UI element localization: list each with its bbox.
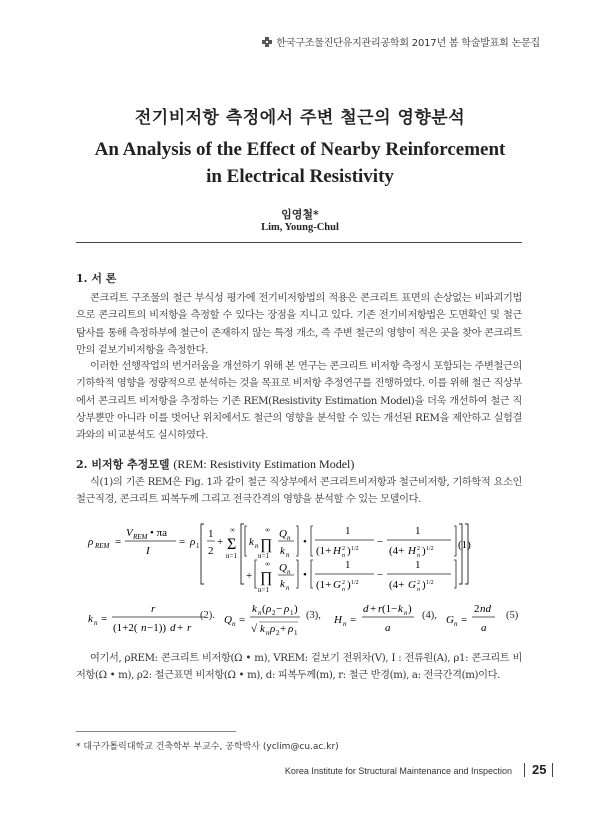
- section2-paragraph2: 여기서, ρREM: 콘크리트 비저항(Ω • m), VREM: 겉보기 전위차(V), I : 전류원(A), ρ1: 콘크리트 비저항(Ω • m), ρ2: 철근표면 비저항(Ω • m), d: 피복두께(m), r: 철근 반경(m), a: 전극간격(m)이다.: [76, 653, 522, 682]
- svg-text:(1+2(: (1+2(: [113, 622, 138, 634]
- svg-text:): ): [347, 579, 351, 591]
- svg-text:•: •: [303, 569, 307, 581]
- svg-text:1: 1: [345, 525, 351, 537]
- svg-text:d: d: [170, 622, 176, 634]
- svg-text:n: n: [287, 534, 291, 542]
- svg-text:−1)): −1)): [147, 622, 167, 634]
- svg-text:): ): [347, 545, 351, 557]
- svg-text:(1+: (1+: [316, 545, 332, 557]
- svg-text:=: =: [115, 536, 122, 548]
- svg-text:k: k: [88, 613, 93, 625]
- svg-text:I: I: [146, 545, 150, 557]
- svg-text:2: 2: [474, 603, 480, 615]
- svg-text:a: a: [385, 622, 391, 634]
- svg-text:n: n: [417, 553, 420, 559]
- svg-text:1: 1: [290, 609, 294, 617]
- svg-text:1: 1: [208, 528, 214, 540]
- svg-text:): ): [294, 603, 298, 615]
- footer-separator: [524, 763, 525, 777]
- svg-text:n=1: n=1: [258, 586, 269, 594]
- svg-text:n: n: [286, 551, 290, 559]
- equation-1-number: (1): [458, 539, 471, 551]
- equation-1: [84, 518, 524, 594]
- journal-name: 한국구조물진단유지관리공학회 2017년 봄 학술발표회 논문집: [276, 38, 540, 49]
- svg-text:=: =: [101, 613, 108, 625]
- svg-text:1/2: 1/2: [351, 546, 359, 552]
- svg-text:1: 1: [345, 559, 351, 571]
- svg-text:n=1: n=1: [258, 552, 269, 560]
- svg-text:k: k: [280, 545, 285, 557]
- svg-text:REM: REM: [95, 542, 110, 550]
- svg-text:• πa: • πa: [150, 527, 168, 539]
- svg-text:k: k: [249, 536, 254, 548]
- journal-logo-icon: [262, 37, 272, 47]
- section1-paragraph2: 이러한 선행작업의 번거러움을 개선하기 위해 본 연구는 콘크리트 비저항 측정시 포함되는 주변철근의 기하학적 영향을 정량적으로 분석하는 것을 목표로 비저항 추정연구를 진행하였다. 이를 위해 철근 직상부에서 콘크리트 비저항을 추정하는 기존 REM(Resistivity Estimation Model)을 더욱 개선하여 철근 직상부뿐만 아니라 이를 벗어난 위치에서도 철근의 영향을 분석할 수 있는 개선된 REM을 제안하고 실험결과와의 비교분석도 실시하였다.: [76, 361, 522, 442]
- footnote: * 대구가톨릭대학교 건축학부 부교수, 공학박사 (yclim@cu.ac.kr): [76, 742, 339, 752]
- section2-heading: [76, 456, 354, 472]
- svg-text:1: 1: [294, 629, 298, 637]
- svg-text:n: n: [404, 609, 408, 617]
- svg-text:2: 2: [276, 629, 280, 637]
- svg-text:r: r: [187, 622, 192, 634]
- title-korean: 전기비저항 측정에서 주변 철근의 영향분석: [134, 108, 466, 128]
- svg-text:n: n: [417, 587, 420, 593]
- svg-text:r: r: [378, 603, 383, 615]
- svg-text:H: H: [333, 545, 341, 557]
- svg-text:ρ: ρ: [288, 623, 294, 635]
- svg-text:∞: ∞: [265, 560, 270, 568]
- svg-text:Q: Q: [279, 562, 287, 574]
- svg-text:n: n: [286, 584, 290, 592]
- author-korean: 임영철*: [281, 208, 319, 221]
- journal-header: [262, 34, 540, 49]
- svg-text:1: 1: [415, 525, 421, 537]
- svg-text:n: n: [342, 587, 345, 593]
- title-divider: [76, 242, 522, 243]
- title-english-line1: An Analysis of the Effect of Nearby Reinforcement: [94, 139, 506, 160]
- svg-text:+: +: [280, 623, 287, 635]
- svg-text:1/2: 1/2: [426, 580, 434, 586]
- svg-text:(4+: (4+: [389, 545, 405, 557]
- svg-text:nd: nd: [480, 603, 491, 615]
- section1-paragraph1: 콘크리트 구조물의 철근 부식성 평가에 전기비저항법의 적용은 콘크리트 표면의 손상없는 비파괴기법으로 콘크리트의 비저항을 측정할 수 있다는 장점을 지니고 있다. 기존 전기비저항법은 도면확인 및 철근탐사를 통해 측정하부에 철근이 존재하지 않는 특정 개소, 즉 주변 철근의 영향이 적은 곳을 찾아 콘크리트만의 겉보기비저항을 측정한다.: [76, 293, 522, 356]
- section2-heading-ko: 2. 비저항 추정모델: [76, 458, 170, 471]
- svg-text:1/2: 1/2: [351, 580, 359, 586]
- svg-text:Σ: Σ: [227, 536, 237, 553]
- page-number: 25: [532, 762, 547, 777]
- svg-text:n: n: [94, 619, 98, 627]
- svg-text:=: =: [461, 614, 468, 626]
- svg-text:∏: ∏: [260, 537, 273, 553]
- svg-text:G: G: [446, 614, 454, 626]
- section2-paragraph1: 식(1)의 기존 REM은 Fig. 1과 같이 철근 직상부에서 콘크리트비저항과 철근비저항, 기하학적 요소인 철근직경, 콘크리트 피복두께 그리고 전극간격의 영향을 분석할 수 있는 모델이다.: [76, 477, 522, 506]
- svg-text:n: n: [454, 620, 458, 628]
- svg-text:+: +: [370, 603, 377, 615]
- svg-text:G: G: [408, 579, 416, 591]
- svg-text:2: 2: [208, 545, 214, 557]
- svg-text:n: n: [266, 629, 270, 637]
- svg-text:+: +: [246, 570, 253, 582]
- svg-text:2: 2: [342, 546, 345, 552]
- svg-text:•: •: [303, 536, 307, 548]
- svg-text:k: k: [252, 603, 257, 615]
- svg-text:=: =: [179, 536, 186, 548]
- section1-heading: 1. 서 론: [76, 272, 117, 285]
- svg-text:n=1: n=1: [226, 552, 237, 560]
- title-english-line2: in Electrical Resistivity: [206, 166, 394, 187]
- svg-text:): ): [408, 603, 412, 615]
- author-english: Lim, Young-Chul: [261, 222, 339, 233]
- equation-5-number: (5): [506, 610, 519, 621]
- svg-text:k: k: [398, 603, 403, 615]
- svg-text:ρ: ρ: [190, 536, 196, 548]
- svg-text:2: 2: [417, 546, 420, 552]
- svg-text:k: k: [260, 623, 265, 635]
- footer-separator-right: [552, 763, 553, 777]
- svg-text:∞: ∞: [265, 526, 270, 534]
- svg-text:2: 2: [342, 580, 345, 586]
- svg-text:n: n: [232, 620, 236, 628]
- svg-text:(1+: (1+: [316, 579, 332, 591]
- svg-text:ρ: ρ: [266, 603, 272, 615]
- svg-text:H: H: [408, 545, 416, 557]
- svg-text:1/2: 1/2: [426, 546, 434, 552]
- svg-text:k: k: [280, 578, 285, 590]
- footer-institute: Korea Institute for Structural Maintenance and Inspection: [284, 766, 512, 776]
- svg-text:∏: ∏: [260, 570, 273, 586]
- svg-text:(4+: (4+: [389, 579, 405, 591]
- svg-text:H: H: [334, 614, 342, 626]
- svg-text:∞: ∞: [230, 526, 235, 534]
- svg-text:+: +: [177, 622, 184, 634]
- svg-text:n: n: [258, 609, 262, 617]
- svg-text:n: n: [343, 620, 347, 628]
- svg-text:n: n: [287, 568, 291, 576]
- svg-text:+: +: [217, 536, 224, 548]
- svg-text:=: =: [350, 614, 357, 626]
- svg-text:a: a: [481, 622, 487, 634]
- svg-text:ρ: ρ: [270, 623, 276, 635]
- equation-2-number: (2).: [200, 610, 215, 621]
- svg-text:−: −: [276, 603, 283, 615]
- svg-text:): ): [422, 579, 426, 591]
- svg-text:1: 1: [196, 542, 200, 550]
- svg-text:(: (: [262, 603, 266, 615]
- svg-text:√: √: [251, 623, 258, 635]
- svg-text:Q: Q: [224, 614, 232, 626]
- svg-text:ρ: ρ: [88, 536, 94, 548]
- svg-text:n: n: [342, 553, 345, 559]
- svg-text:2: 2: [417, 580, 420, 586]
- svg-text:=: =: [239, 614, 246, 626]
- svg-text:): ): [422, 545, 426, 557]
- svg-text:Q: Q: [279, 528, 287, 540]
- svg-text:r: r: [151, 603, 156, 615]
- footnote-divider: [76, 731, 236, 732]
- svg-text:(1−: (1−: [382, 603, 398, 615]
- svg-text:ρ: ρ: [284, 603, 290, 615]
- svg-text:G: G: [333, 579, 341, 591]
- svg-text:V: V: [126, 527, 133, 539]
- svg-text:−: −: [377, 569, 384, 581]
- equations-2-to-5: [84, 600, 524, 640]
- svg-text:REM: REM: [133, 533, 148, 541]
- svg-text:1: 1: [415, 559, 421, 571]
- equation-4-number: (4),: [422, 610, 437, 621]
- svg-text:d: d: [363, 603, 369, 615]
- section2-heading-en: (REM: Resistivity Estimation Model): [173, 457, 355, 471]
- svg-text:2: 2: [272, 609, 276, 617]
- equation-3-number: (3),: [306, 610, 321, 621]
- svg-text:n: n: [141, 622, 147, 634]
- svg-text:n: n: [255, 542, 259, 550]
- svg-text:−: −: [377, 536, 384, 548]
